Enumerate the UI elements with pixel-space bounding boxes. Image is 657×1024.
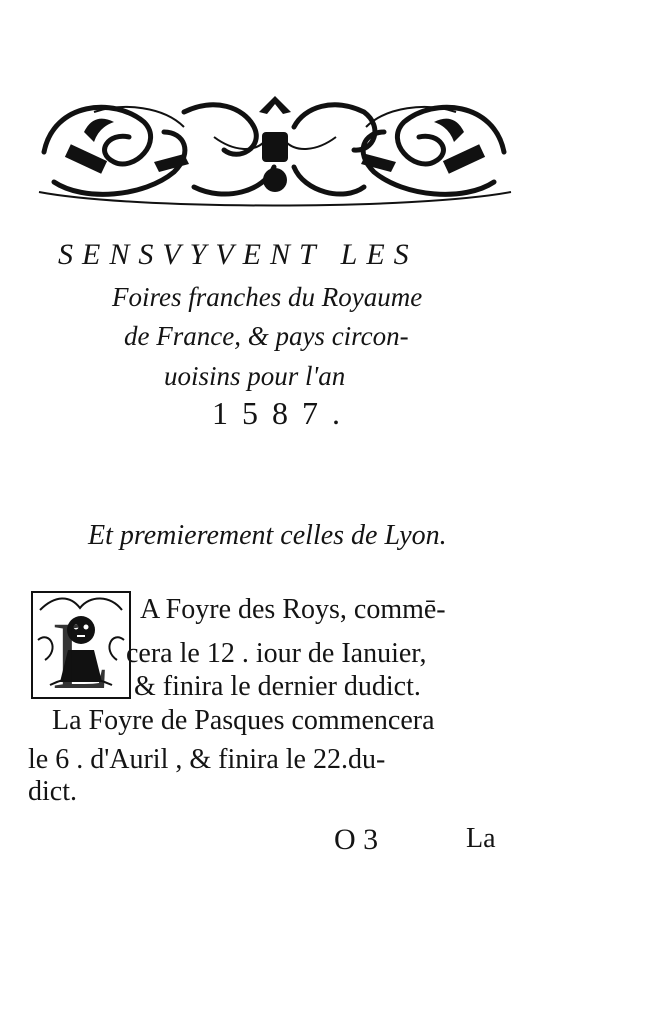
body-line-2: cera le 12 . iour de Ianuier,: [126, 638, 427, 669]
decorated-initial-graphic: [30, 590, 132, 700]
initial-letter: L: [52, 602, 111, 700]
headpiece-ornament-graphic: [34, 92, 516, 210]
title-line-1: SENSVYVENT LES: [58, 238, 418, 271]
decorated-initial: [30, 590, 132, 700]
signature-mark: O 3: [334, 823, 379, 856]
catchword: La: [466, 823, 496, 854]
title-line-2: Foires franches du Royaume: [112, 282, 423, 312]
section-heading: Et premierement celles de Lyon.: [88, 520, 447, 551]
headpiece-ornament: [34, 92, 516, 210]
title-line-4: uoisins pour l'an: [164, 361, 346, 391]
body-line-4: La Foyre de Pasques commencera: [52, 705, 435, 736]
body-line-5: le 6 . d'Auril , & finira le 22.du-: [28, 744, 386, 775]
body-line-3: & finira le dernier dudict.: [134, 671, 421, 702]
body-line-1: A Foyre des Roys, commē-: [140, 594, 446, 625]
title-year: 1587.: [212, 395, 354, 431]
body-line-6: dict.: [28, 776, 77, 807]
title-line-3: de France, & pays circon-: [124, 321, 409, 351]
